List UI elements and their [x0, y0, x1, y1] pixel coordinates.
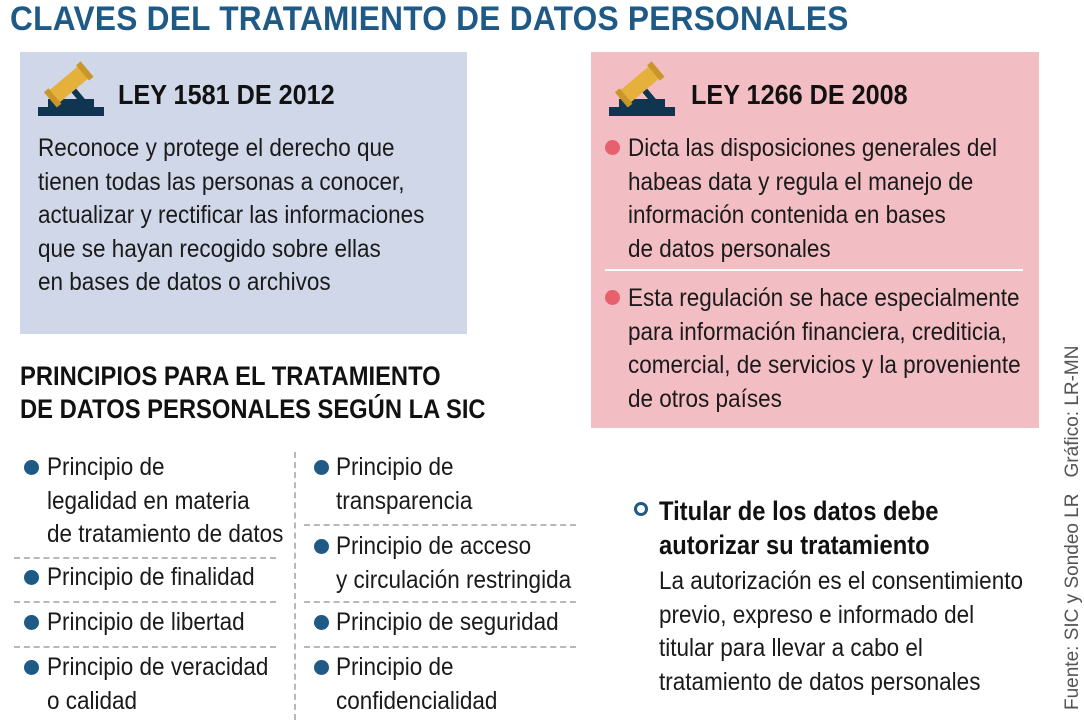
gavel-icon [36, 62, 108, 118]
ring-bullet-icon [634, 502, 648, 516]
titular-description: La autorización es el consentimiento previo, expreso e informado del titular para llevar a cabo el tratamiento de datos personales [659, 567, 1023, 696]
law-1581-panel [20, 52, 467, 334]
source-credit: Fuente: SIC y Sondeo LR [1062, 493, 1083, 710]
bullet-dot [24, 570, 39, 585]
principle-confidencialidad: Principio de confidencialidad [336, 653, 498, 715]
bullet-dot [605, 140, 620, 155]
law-1581-heading: LEY 1581 DE 2012 [118, 79, 335, 110]
credits [1062, 330, 1084, 710]
row-divider [14, 646, 276, 648]
row-divider [304, 646, 576, 648]
bullet-dot [314, 615, 329, 630]
row-divider [304, 524, 576, 526]
law-1266-panel [591, 52, 1039, 428]
row-divider [14, 601, 276, 603]
bullet-dot [24, 660, 39, 675]
principles-title: PRINCIPIOS PARA EL TRATAMIENTO DE DATOS PERSONALES SEGÚN LA SIC [20, 361, 486, 424]
bullet-dot [605, 290, 620, 305]
principle-transparencia: Principio de transparencia [336, 453, 473, 515]
law-1581-description: Reconoce y protege el derecho que tienen todas las personas a conocer, actualizar y rectificar las informaciones que se hayan recogido sobre ellas en bases de datos o archivos [38, 134, 425, 296]
row-divider [304, 601, 576, 603]
bullet-dot [314, 539, 329, 554]
titular-title: Titular de los datos debe autorizar su tratamiento [659, 496, 939, 560]
gavel-icon [607, 62, 679, 118]
law-1266-bullet-1: Dicta las disposiciones generales del habeas data y regula el manejo de información contenida en bases de datos personales [628, 134, 997, 263]
divider [605, 269, 1023, 271]
principle-seguridad: Principio de seguridad [336, 608, 559, 636]
principle-acceso: Principio de acceso y circulación restringida [336, 532, 572, 594]
page-title: CLAVES DEL TRATAMIENTO DE DATOS PERSONALES [10, 0, 849, 38]
bullet-dot [24, 460, 39, 475]
principle-veracidad: Principio de veracidad o calidad [47, 653, 269, 715]
law-1266-bullet-2: Esta regulación se hace especialmente para información financiera, crediticia, comercial, de servicios y la proveniente de otros países [628, 284, 1021, 413]
graphic-credit: Gráfico: LR-MN [1062, 345, 1083, 478]
row-divider [14, 557, 276, 559]
column-divider [294, 452, 296, 720]
principle-legalidad: Principio de legalidad en materia de tratamiento de datos [47, 453, 284, 548]
bullet-dot [314, 660, 329, 675]
bullet-dot [24, 615, 39, 630]
principle-finalidad: Principio de finalidad [47, 563, 255, 591]
law-1266-heading: LEY 1266 DE 2008 [691, 79, 908, 110]
principle-libertad: Principio de libertad [47, 608, 245, 636]
bullet-dot [314, 460, 329, 475]
